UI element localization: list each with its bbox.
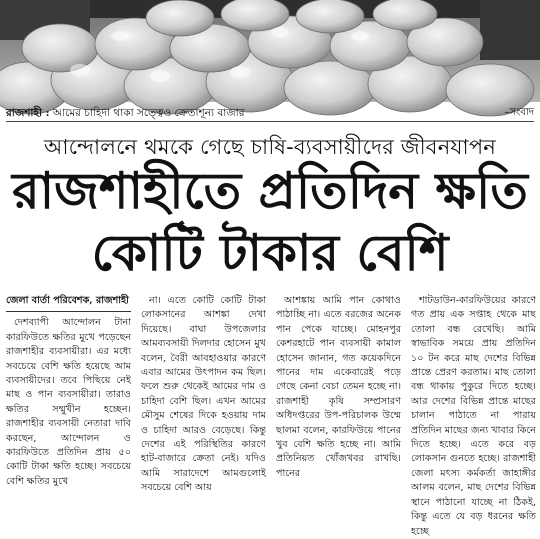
caption-text: আমের চাহিদা থাকা সত্ত্বেও ক্রেতাশূন্য বাজার	[52, 107, 245, 119]
main-headline	[0, 162, 540, 282]
caption-place: রাজশাহী :	[6, 107, 50, 119]
mango-market-photo	[0, 0, 540, 102]
column-2-text: না। এতে কোটি কোটি টাকা লোকসানের আশঙ্কা দেখা দিয়েছে। বাঘা উপজেলার আমব্যবসায়ী দিলদার হোসেন মুখ বলেন, বৈরী আবহাওয়ার কারণে এবার আমের উৎপাদন কম ছিল। ফলে শুরু থেকেই আমের দাম ও চাহিদা বেশি ছিল। এখন আমের মৌসুম শেষের দিকে হওয়ায় দাম ও চাহিদা আরও বেড়েছে। কিন্তু দেশের এই পরিস্থিতির কারণে হাট-বাজারে ক্রেতা নেই। যদিও আমি সারাদেশে আমগুলোই সবচেয়ে বেশি আয়	[141, 295, 266, 494]
news-photo	[0, 0, 540, 102]
kicker-headline: আন্দোলনে থমকে গেছে চাষি-ব্যবসায়ীদের জীবনযাপন	[43, 135, 497, 159]
article-column-2	[141, 294, 266, 494]
article-column-3	[276, 294, 401, 479]
column-3-text: আশঙ্কায় আমি পান কোথাও পাঠাচ্ছি না। এতে বরজের অনেক পান পেকে যাচ্ছে। মোহনপুর কেশরহাটে পান ব্যবসায়ী কামাল হোসেন জানান, গত কয়েকদিনে পানের দাম একেবারেই পড়ে গেছে কেনা বেচা তেমন হচ্ছে না। রাজশাহী কৃষি সম্প্রসারণ অধিদপ্তরের উপ-পরিচালক উম্মে ছালমা বলেন, কারফিউয়ে পানের খুব বেশি ক্ষতি হচ্ছে না। আমি প্রতিনিয়ত খোঁজখবর রাখছি। পানের	[276, 295, 401, 479]
headline-line-1: রাজশাহীতে প্রতিদিন ক্ষতি	[12, 162, 528, 220]
article-column-4	[411, 294, 536, 537]
column-4-text: শাটডাউন-কারফিউয়ের কারণে গত প্রায় এক সপ্তাহ থেকে মাছ তোলা বন্ধ রেখেছি। আমি স্বাভাবিক সময়ে প্রায় প্রতিদিন ১০ টন করে মাছ দেশের বিভিন্ন প্রান্তে প্রেরণ করতাম। মাছ তোলা বন্ধ থাকায় পুকুরে দিতে হচ্ছে। আর দেশের বিভিন্ন প্রান্তে মাছের চালান পাঠাতে না পারায় প্রতিদিন মাছের জন্য খাবার কিনে দিতে হচ্ছে। এতে করে বড় লোকসান গুনতে হচ্ছে। রাজশাহী জেলা মৎস্য কর্মকর্তা জাহাঙ্গীর আলম বলেন, মাছ দেশের বিভিন্ন স্থানে পাঠানো যাচ্ছে না ঠিকই, কিন্তু এতে যে বড় ধরনের ক্ষতি হচ্ছে	[411, 295, 536, 537]
article-body	[6, 294, 536, 537]
byline: জেলা বার্তা পরিবেশক, রাজশাহী	[6, 294, 131, 312]
headline-line-2: কোটি টাকার বেশি	[91, 224, 449, 282]
photo-credit: –সংবাদ	[504, 107, 534, 118]
column-1-text: দেশব্যাপী আন্দোলন টানা কারফিউতে ক্ষতির মুখে পড়েছেন রাজশাহীর ব্যবসায়ীরা। এর মধ্যে সবচেয়ে বেশি ক্ষতি হয়েছে আম ব্যবসায়ীদের। তবে পিছিয়ে নেই মাছ ও পান ব্যবসায়ীরা। তারাও ক্ষতির সম্মুখীন হচ্ছেন। রাজশাহীর ব্যবসায়ী নেতারা দাবি করছেন, আন্দোলন ও কারফিউতে প্রতিদিন প্রায় ৫০ কোটি টাকা ক্ষতি হচ্ছে। সবচেয়ে বেশি ক্ষতির মুখে	[6, 317, 131, 487]
article-column-1	[6, 294, 131, 487]
photo-caption	[6, 104, 534, 122]
